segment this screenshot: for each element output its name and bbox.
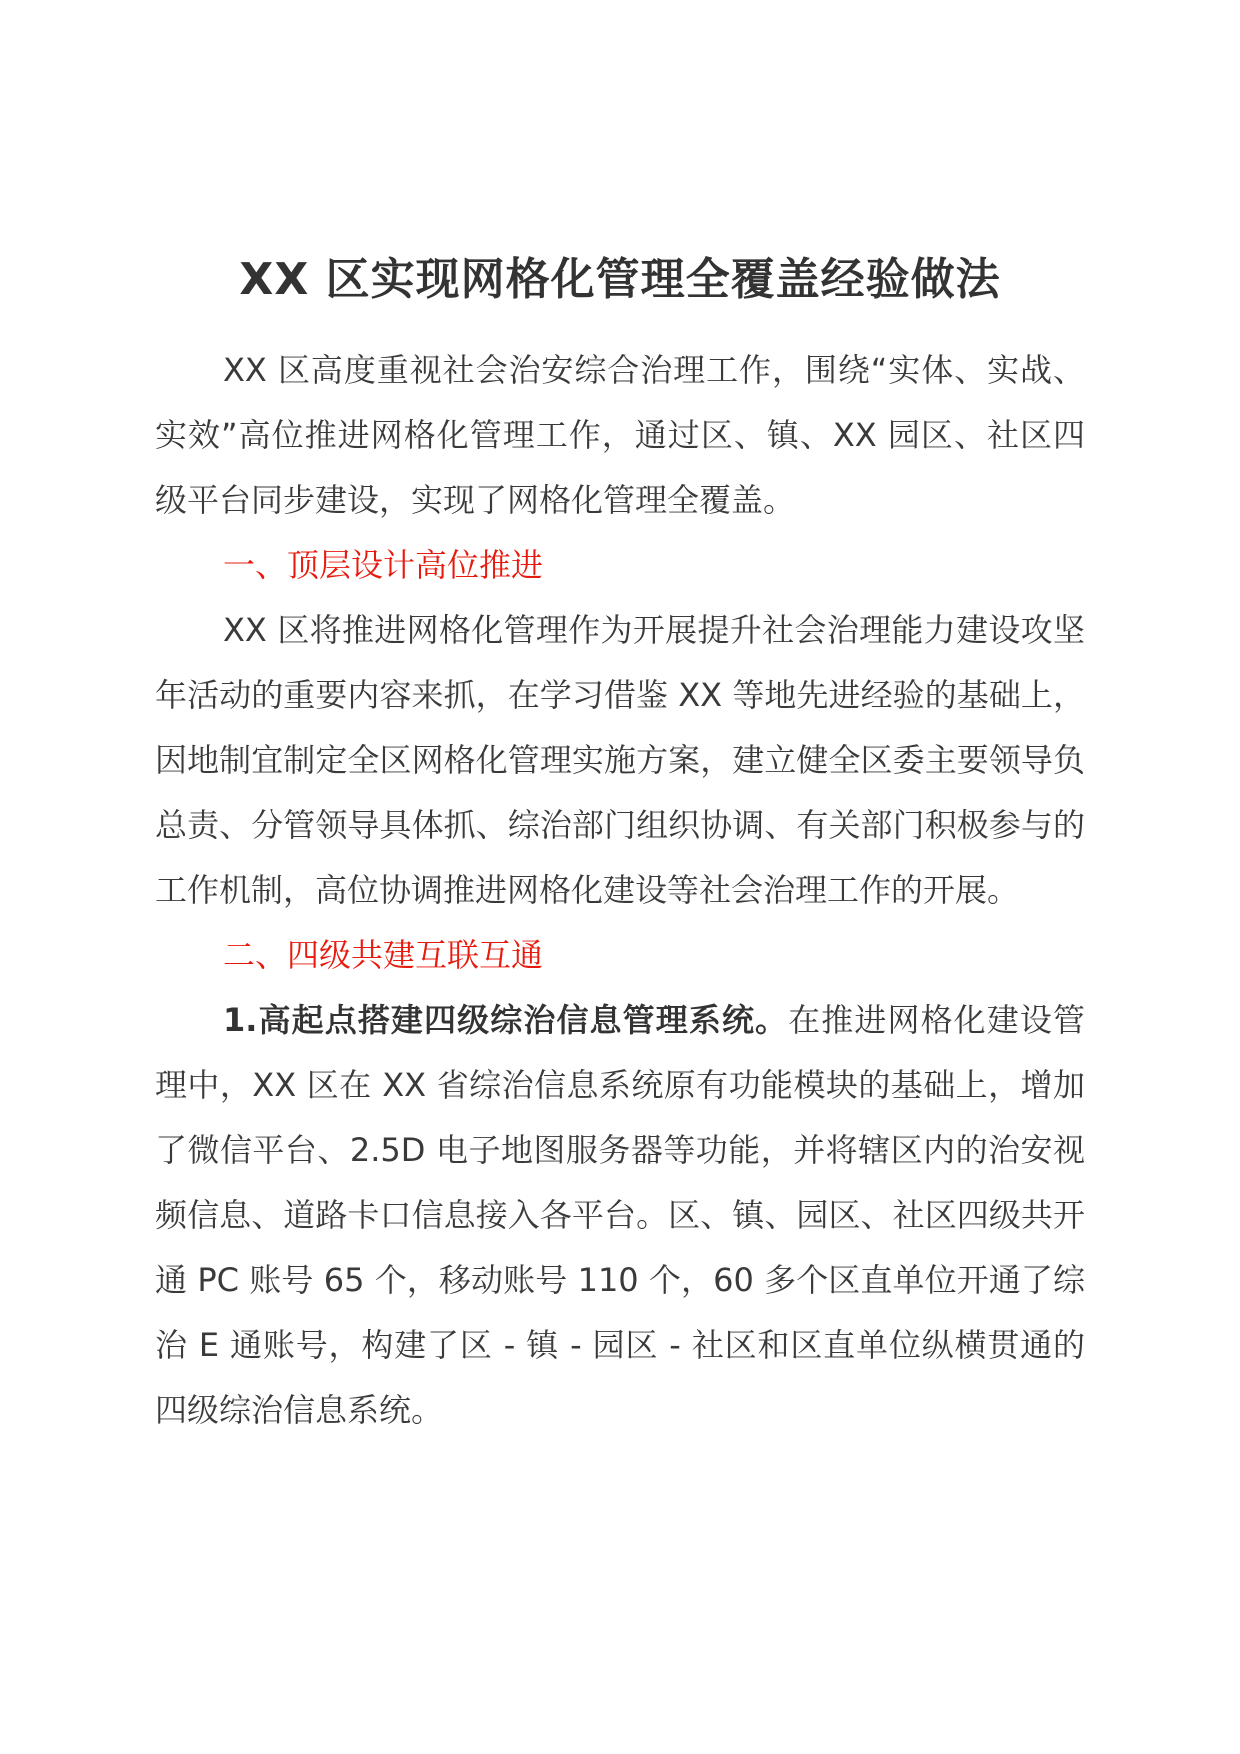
- section-2-item-1-body: 在推进网格化建设管理中，XX 区在 XX 省综治信息系统原有功能模块的基础上，增加了微信平台、2.5D 电子地图服务器等功能，并将辖区内的治安视频信息、道路卡口信息接入各平台。区、镇、园区、社区四级共开通 PC 账号 65 个，移动账号 110 个，60 多个区直单位开通了综治 E 通账号，构建了区 - 镇 - 园区 - 社区和区直单位纵横贯通的四级综治信息系统。: [155, 1001, 1085, 1429]
- section-2-heading: 二、四级共建互联互通: [223, 936, 544, 974]
- document-page: [155, 250, 1085, 1443]
- document-title: XX 区实现网格化管理全覆盖经验做法: [239, 254, 1001, 305]
- section-1-paragraph: XX 区将推进网格化管理作为开展提升社会治理能力建设攻坚年活动的重要内容来抓，在学习借鉴 XX 等地先进经验的基础上，因地制宜制定全区网格化管理实施方案，建立健全区委主要领导负总责、分管领导具体抓、综治部门组织协调、有关部门积极参与的工作机制，高位协调推进网格化建设等社会治理工作的开展。: [155, 611, 1085, 909]
- section-2-item-1-paragraph: [155, 988, 1085, 1443]
- section-1-heading: 一、顶层设计高位推进: [223, 546, 544, 584]
- intro-paragraph: XX 区高度重视社会治安综合治理工作，围绕“实体、实战、实效”高位推进网格化管理工作，通过区、镇、XX 园区、社区四级平台同步建设，实现了网格化管理全覆盖。: [155, 351, 1085, 519]
- section-2-item-1-lead: 1.高起点搭建四级综治信息管理系统。: [223, 1001, 789, 1039]
